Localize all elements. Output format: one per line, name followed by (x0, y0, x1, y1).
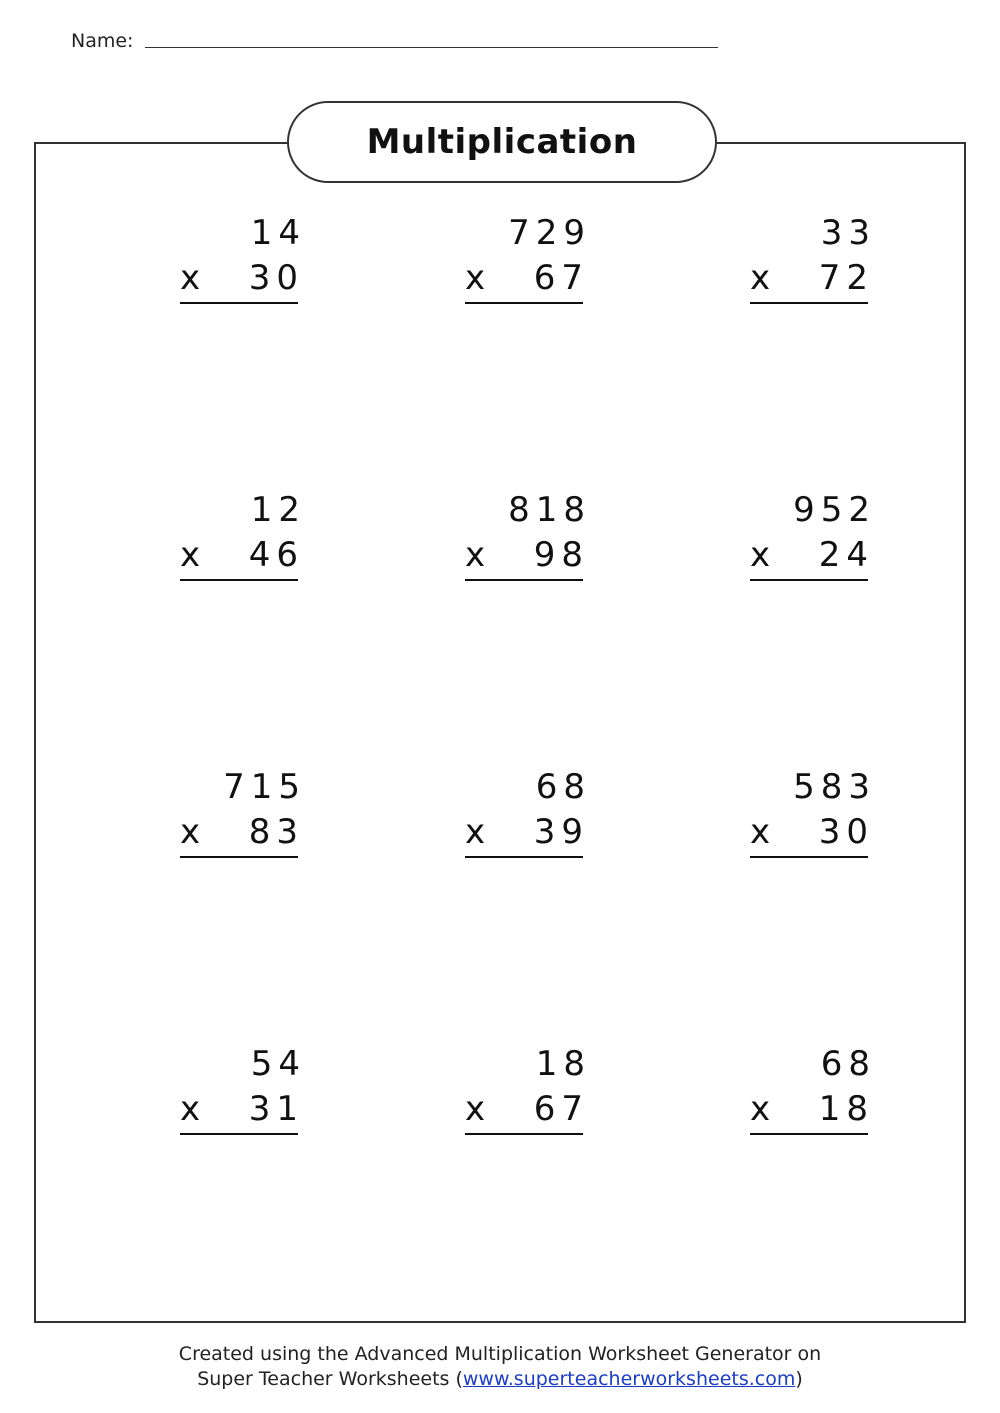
times-sign: x (180, 812, 201, 852)
times-sign: x (465, 1089, 486, 1129)
times-sign: x (180, 1089, 201, 1129)
multiplier-row (465, 812, 589, 858)
multiplier-row (465, 535, 589, 581)
times-sign: x (750, 258, 771, 298)
multiplier-row (750, 812, 874, 858)
problem-2 (465, 213, 591, 303)
multiplier-row (750, 1089, 874, 1135)
multiplier: 67 (533, 1089, 589, 1129)
times-sign: x (750, 1089, 771, 1129)
title-banner (287, 101, 717, 183)
times-sign: x (750, 812, 771, 852)
multiplier-row (180, 812, 304, 858)
footer-line-1: Created using the Advanced Multiplication Worksheet Generator on (178, 1343, 822, 1365)
multiplicand: 952 (793, 490, 876, 530)
multiplier: 67 (533, 258, 589, 298)
problem-1 (180, 213, 306, 303)
multiplier: 30 (248, 258, 304, 298)
problem-4 (180, 490, 306, 580)
multiplier-row (465, 258, 589, 304)
multiplier: 72 (818, 258, 874, 298)
name-field-row (71, 26, 731, 52)
multiplier: 31 (248, 1089, 304, 1129)
multiplier: 98 (533, 535, 589, 575)
multiplicand: 68 (535, 767, 591, 807)
multiplier: 39 (533, 812, 589, 852)
multiplier-row (750, 535, 874, 581)
multiplier-row (465, 1089, 589, 1135)
problem-9 (750, 767, 876, 857)
multiplier: 30 (818, 812, 874, 852)
multiplicand: 14 (250, 213, 306, 253)
multiplier: 83 (248, 812, 304, 852)
multiplicand: 54 (250, 1044, 306, 1084)
multiplier: 46 (248, 535, 304, 575)
problem-7 (180, 767, 306, 857)
times-sign: x (465, 812, 486, 852)
footer-prefix: Super Teacher Worksheets ( (197, 1368, 463, 1390)
multiplicand: 12 (250, 490, 306, 530)
multiplier: 24 (818, 535, 874, 575)
problem-8 (465, 767, 591, 857)
problem-3 (750, 213, 876, 303)
problem-12 (750, 1044, 876, 1134)
multiplicand: 33 (820, 213, 876, 253)
times-sign: x (180, 535, 201, 575)
multiplicand: 715 (223, 767, 306, 807)
footer-line-2 (0, 1367, 1000, 1392)
problem-11 (465, 1044, 591, 1134)
multiplier-row (750, 258, 874, 304)
multiplicand: 583 (793, 767, 876, 807)
multiplicand: 818 (508, 490, 591, 530)
times-sign: x (750, 535, 771, 575)
footer-credit (0, 1342, 1000, 1392)
problem-10 (180, 1044, 306, 1134)
worksheet-frame (34, 142, 966, 1323)
multiplicand: 729 (508, 213, 591, 253)
times-sign: x (465, 258, 486, 298)
footer-suffix: ) (795, 1368, 803, 1390)
times-sign: x (465, 535, 486, 575)
multiplier-row (180, 535, 304, 581)
multiplicand: 68 (820, 1044, 876, 1084)
multiplier-row (180, 1089, 304, 1135)
worksheet-title: Multiplication (366, 122, 638, 162)
times-sign: x (180, 258, 201, 298)
website-link[interactable]: www.superteacherworksheets.com (462, 1368, 796, 1390)
multiplier-row (180, 258, 304, 304)
multiplier: 18 (818, 1089, 874, 1129)
problem-5 (465, 490, 591, 580)
multiplicand: 18 (535, 1044, 591, 1084)
name-label: Name: (71, 30, 134, 52)
name-write-line[interactable] (145, 47, 718, 48)
problem-6 (750, 490, 876, 580)
